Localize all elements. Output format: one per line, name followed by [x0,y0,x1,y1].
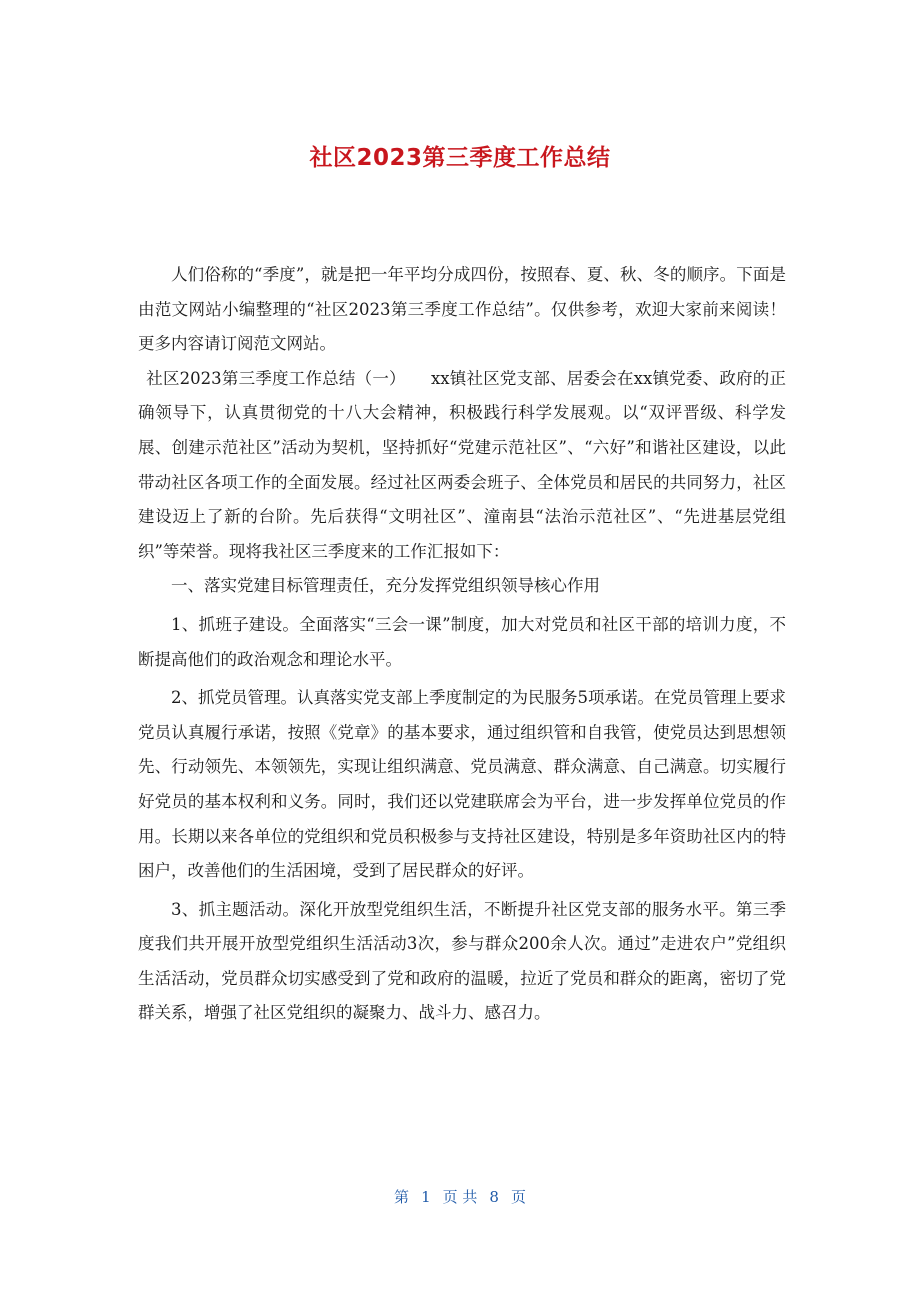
footer-page-label: 第 [394,1188,410,1206]
intro-paragraph: 人们俗称的“季度”，就是把一年平均分成四份，按照春、夏、秋、冬的顺序。下面是由范文网站小编整理的“社区2023第三季度工作总结”。仅供参考，欢迎大家前来阅读！更多内容请订阅范文网站。 [138,265,786,354]
section-one-intro-paragraph: 社区2023第三季度工作总结（一） xx镇社区党支部、居委会在xx镇党委、政府的正确领导下，认真贯彻党的十八大会精神，积极践行科学发展观。以“双评晋级、科学发展、创建示范社区”活动为契机，坚持抓好“党建示范社区”、“六好”和谐社区建设，以此带动社区各项工作的全面发展。经过社区两委会班子、全体党员和居民的共同努力，社区建设迈上了新的台阶。先后获得“文明社区”、潼南县“法治示范社区”、“先进基层党组织”等荣誉。现将我社区三季度来的工作汇报如下： [138,368,786,561]
section-heading-one: 一、落实党建目标管理责任，充分发挥党组织领导核心作用 [171,576,600,596]
item-paragraph-3: 3、抓主题活动。深化开放型党组织生活，不断提升社区党支部的服务水平。第三季度我们共开展开放型党组织生活活动3次，参与群众200余人次。通过”走进农户”党组织生活活动，党员群众切实感受到了党和政府的温暖，拉近了党员和群众的距离，密切了党群关系，增强了社区党组织的凝聚力、战斗力、感召力。 [138,899,786,1023]
item-paragraph-2: 2、抓党员管理。认真落实党支部上季度制定的为民服务5项承诺。在党员管理上要求党员认真履行承诺，按照《党章》的基本要求，通过组织管和自我管，使党员达到思想领先、行动领先、本领领先，实现让组织满意、党员满意、群众满意、自己满意。切实履行好党员的基本权利和义务。同时，我们还以党建联席会为平台，进一步发挥单位党员的作用。长期以来各单位的党组织和党员积极参与支持社区建设，特别是多年资助社区内的特困户，改善他们的生活困境，受到了居民群众的好评。 [138,688,786,881]
document-body [138,258,786,1031]
page-footer [0,1184,920,1210]
footer-pages-label: 页 [510,1188,526,1206]
footer-current-page: 1 [421,1188,431,1206]
footer-of-label: 页 共 [442,1188,478,1206]
document-title: 社区2023第三季度工作总结 [309,145,611,171]
footer-total-pages: 8 [489,1188,499,1206]
item-paragraph-1: 1、抓班子建设。全面落实“三会一课”制度，加大对党员和社区干部的培训力度，不断提高他们的政治观念和理论水平。 [138,614,786,669]
